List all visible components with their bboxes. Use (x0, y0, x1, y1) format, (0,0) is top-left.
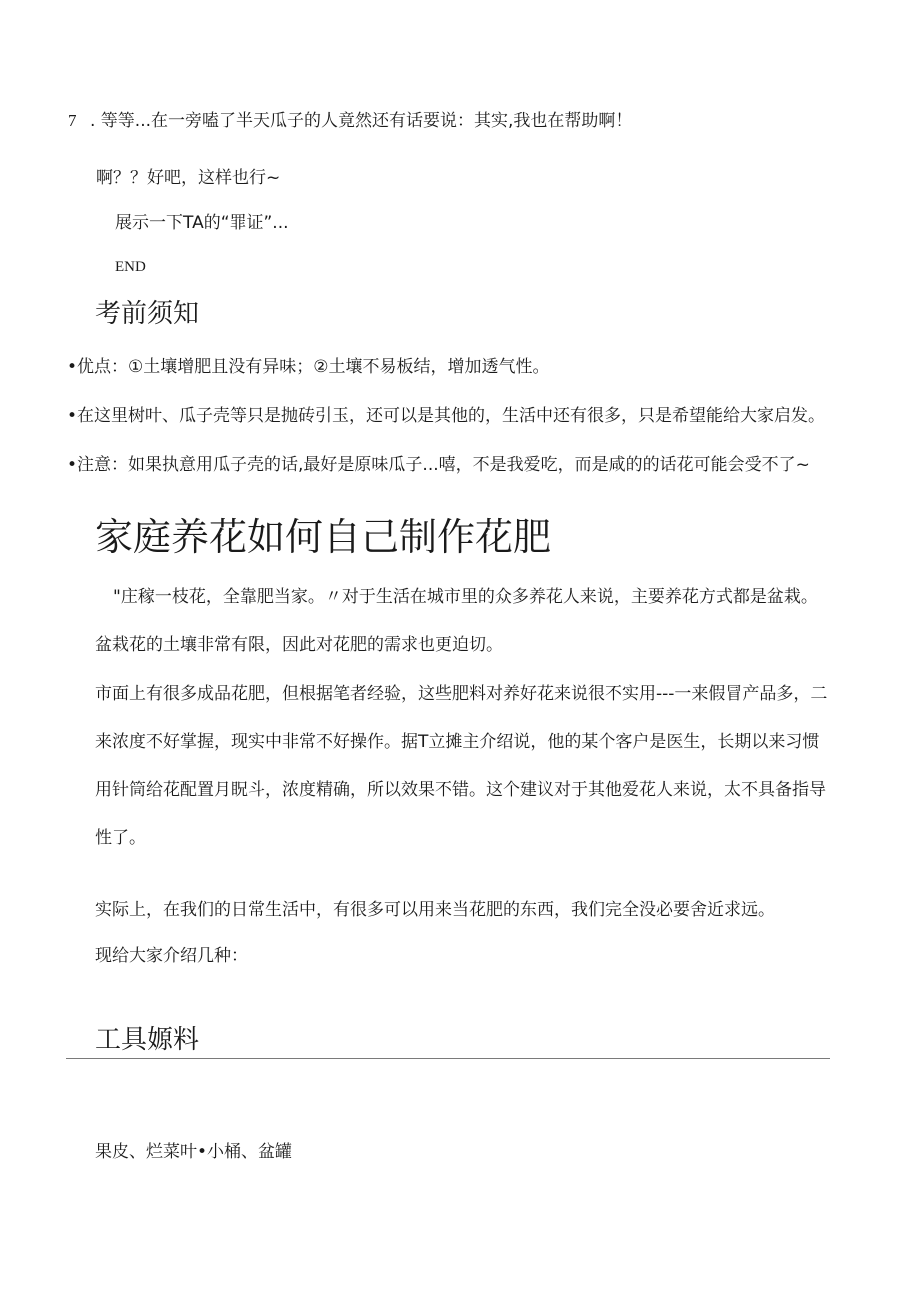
paragraph-line: 性了。 (95, 828, 146, 848)
tools-items: 果皮、烂菜叶•小桶、盆罐 (95, 1142, 293, 1162)
notes-bullet: •优点：①土壤增肥且没有异味；②土壤不易板结，增加透气性。 (67, 357, 550, 377)
tools-heading: 工具嫄料 (95, 1025, 200, 1055)
end-mark: END (115, 259, 146, 275)
paragraph-line: 实际上，在我们的日常生活中，有很多可以用来当花肥的东西，我们完全没必要舍近求远。 (95, 900, 775, 920)
paragraph-line: 用针筒给花配置月眖斗，浓度精确，所以效果不错。这个建议对于其他爱花人来说，太不具备指导 (95, 780, 826, 800)
item-number: 7 (68, 111, 77, 130)
paragraph-line: 现给大家介绍几种： (95, 946, 248, 966)
paragraph-line: 盆栽花的土壤非常有限，因此对花肥的需求也更迫切。 (95, 635, 503, 655)
item-text: . 等等...在一旁嗑了半天瓜子的人竟然还有话要说：其实,我也在帮助啊！ (90, 111, 633, 131)
show-evidence-line: 展示一下TA的“罪证”... (115, 213, 289, 233)
notes-heading: 考前须知 (95, 299, 200, 329)
article-title: 家庭养花如何自己制作花肥 (95, 515, 552, 559)
paragraph-line: 市面上有很多成品花肥，但根据笔者经验，这些肥料对养好花来说很不实用---一来假冒产品多，二 (95, 684, 828, 704)
intro-item (68, 110, 632, 132)
paragraph-line: 来浓度不好掌握，现实中非常不好操作。据T立摊主介绍说，他的某个客户是医生，长期以来习惯 (95, 732, 820, 752)
intro-reply: 啊？？好吧，这样也行~ (96, 168, 281, 188)
section-divider (66, 1058, 830, 1059)
paragraph-line: "庄稼一枝花，全靠肥当家。〃对于生活在城市里的众多养花人来说，主要养花方式都是盆栽。 (113, 587, 818, 607)
notes-bullet: •注意：如果执意用瓜子壳的话,最好是原味瓜子...嘻，不是我爱吃，而是咸的的话花可能会受不了~ (67, 455, 810, 475)
notes-bullet: •在这里树叶、瓜子壳等只是抛砖引玉，还可以是其他的，生活中还有很多，只是希望能给大家启发。 (67, 406, 826, 426)
